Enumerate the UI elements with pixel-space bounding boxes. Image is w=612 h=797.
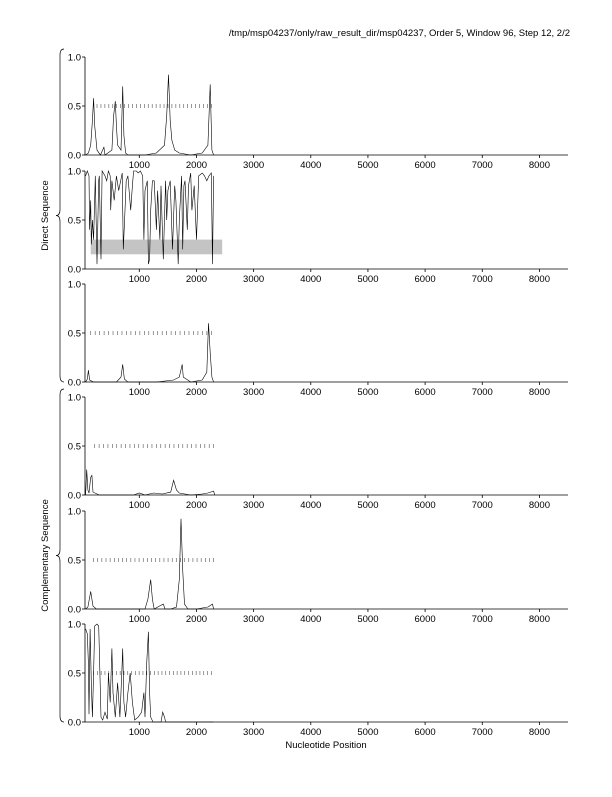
y-tick-label: 0.0 (67, 717, 81, 729)
x-tick-label: 1000 (128, 160, 150, 171)
x-tick-label: 8000 (528, 274, 550, 285)
x-tick-label: 8000 (528, 387, 550, 398)
group-brace (56, 389, 64, 722)
x-tick-label: 8000 (528, 500, 550, 511)
x-tick-label: 2000 (185, 387, 208, 398)
shaded-band (91, 240, 222, 255)
x-tick-label: 2000 (185, 614, 208, 625)
x-axis-label: Nucleotide Position (285, 740, 367, 751)
x-tick-label: 8000 (528, 727, 550, 738)
x-tick-label: 2000 (185, 160, 208, 171)
x-tick-label: 5000 (357, 274, 379, 285)
x-tick-label: 3000 (243, 500, 265, 511)
x-tick-label: 1000 (128, 387, 150, 398)
x-tick-label: 6000 (414, 274, 436, 285)
x-tick-label: 3000 (243, 387, 265, 398)
x-tick-label: 3000 (243, 614, 265, 625)
series-line (86, 75, 214, 155)
x-tick-label: 3000 (243, 274, 265, 285)
group-label: Complementary Sequence (40, 499, 51, 612)
y-tick-label: 0.0 (67, 490, 81, 502)
y-tick-label: 0.0 (67, 377, 81, 389)
x-tick-label: 5000 (357, 727, 379, 738)
x-tick-label: 2000 (185, 274, 208, 285)
x-tick-label: 7000 (471, 614, 493, 625)
x-tick-label: 1000 (128, 274, 150, 285)
panel-2 (68, 167, 568, 286)
x-tick-label: 6000 (414, 160, 436, 171)
x-tick-label: 2000 (185, 500, 208, 511)
x-tick-label: 7000 (471, 500, 493, 511)
x-tick-label: 4000 (300, 500, 322, 511)
panel-4 (68, 393, 568, 512)
y-tick-label: 0.5 (67, 441, 81, 453)
x-tick-label: 3000 (243, 160, 265, 171)
x-tick-label: 6000 (414, 387, 436, 398)
x-tick-label: 6000 (414, 500, 436, 511)
y-tick-label: 0.5 (67, 101, 81, 113)
y-tick-label: 0.5 (67, 555, 81, 567)
series-line (86, 519, 214, 609)
x-tick-label: 2000 (185, 727, 208, 738)
x-tick-label: 8000 (528, 160, 550, 171)
x-tick-label: 6000 (414, 727, 436, 738)
panel-1 (68, 53, 568, 172)
panel-5 (68, 507, 568, 626)
x-tick-label: 4000 (300, 160, 322, 171)
series-line (86, 323, 214, 382)
x-tick-label: 5000 (357, 500, 379, 511)
x-tick-label: 4000 (300, 727, 322, 738)
x-tick-label: 7000 (471, 160, 493, 171)
x-tick-label: 4000 (300, 274, 322, 285)
series-line (86, 470, 215, 496)
y-tick-label: 1.0 (67, 506, 81, 518)
y-tick-label: 0.0 (67, 264, 81, 276)
x-tick-label: 7000 (471, 274, 493, 285)
x-tick-label: 3000 (243, 727, 265, 738)
chart-header: /tmp/msp04237/only/raw_result_dir/msp04237, Order 5, Window 96, Step 12, 2/2 (228, 28, 570, 39)
y-tick-label: 1.0 (67, 279, 81, 291)
x-tick-label: 5000 (357, 387, 379, 398)
panel-3 (68, 280, 568, 399)
x-tick-label: 5000 (357, 614, 379, 625)
x-tick-label: 8000 (528, 614, 550, 625)
y-tick-label: 1.0 (67, 52, 81, 64)
y-tick-label: 1.0 (67, 619, 81, 631)
x-tick-label: 4000 (300, 614, 322, 625)
y-tick-label: 1.0 (67, 166, 81, 178)
x-tick-label: 4000 (300, 387, 322, 398)
panel-6 (68, 620, 568, 739)
group-brackets (40, 49, 64, 722)
x-tick-label: 7000 (471, 387, 493, 398)
group-label: Direct Sequence (40, 180, 51, 251)
x-tick-label: 1000 (128, 614, 150, 625)
x-tick-label: 1000 (128, 727, 150, 738)
x-tick-label: 7000 (471, 727, 493, 738)
y-tick-label: 0.5 (67, 328, 81, 340)
x-tick-label: 5000 (357, 160, 379, 171)
y-tick-label: 0.5 (67, 668, 81, 680)
group-brace (56, 49, 64, 382)
y-tick-label: 0.5 (67, 215, 81, 227)
y-tick-label: 1.0 (67, 392, 81, 404)
y-tick-label: 0.0 (67, 604, 81, 616)
panels (68, 53, 568, 739)
x-tick-label: 6000 (414, 614, 436, 625)
x-tick-label: 1000 (128, 500, 150, 511)
y-tick-label: 0.0 (67, 150, 81, 162)
